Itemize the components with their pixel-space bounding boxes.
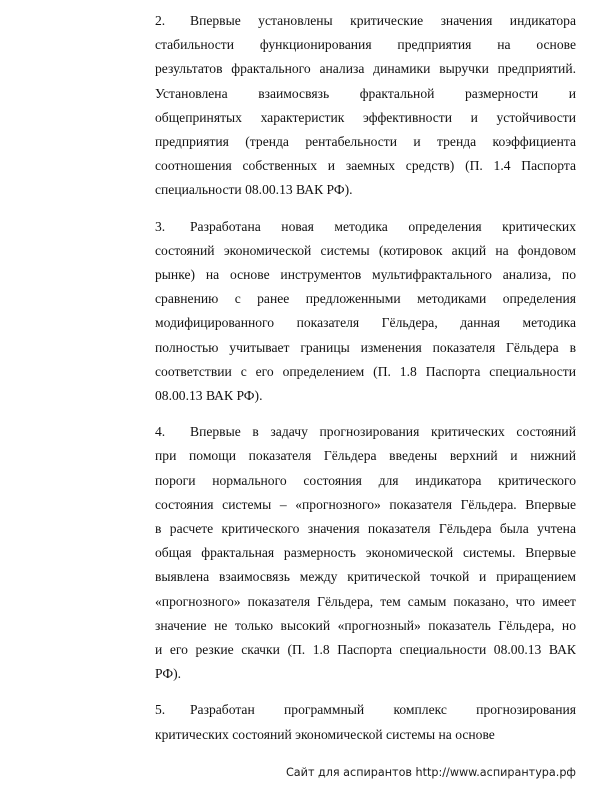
paragraph-line: 08.00.13 ВАК РФ). [155, 388, 263, 404]
paragraph-line: критических состояний экономической системы на основе [155, 726, 495, 742]
paragraph-line: значение не только высокий «прогнозный» показатель Гёльдера, но [155, 617, 576, 633]
paragraph-line: предприятия (тренда рентабельности и тренда коэффициента [155, 134, 576, 150]
footer-watermark [0, 766, 600, 779]
paragraph-line: общепринятых характеристик эффективности и устойчивости [155, 109, 576, 125]
paragraph-line: полностью учитывает границы изменения показателя Гёльдера в [155, 339, 576, 355]
paragraph-number: 5. [155, 702, 166, 718]
paragraph-line [155, 698, 576, 722]
paragraph-line: сравнению с ранее предложенными методиками определения [155, 291, 576, 307]
paragraph-line: стабильности функционирования предприятия на основе [155, 37, 576, 53]
document-body [155, 9, 576, 759]
paragraph-line: общая фрактальная размерность экономической системы. Впервые [155, 545, 576, 561]
paragraph-line: состояний экономической системы (котировок акций на фондовом [155, 242, 576, 258]
paragraph [155, 215, 576, 409]
paragraph-line: «прогнозного» показателя Гёльдера, тем самым показано, что имеет [155, 593, 576, 609]
paragraph [155, 420, 576, 686]
paragraph-line: результатов фрактального анализа динамики выручки предприятий. [155, 61, 576, 77]
paragraph-line: РФ). [155, 666, 181, 682]
paragraph-number: 4. [155, 424, 166, 440]
paragraph-text: Разработана новая методика определения критических [190, 218, 576, 234]
footer-text: Сайт для аспирантов http://www.аспирантура.рф [286, 766, 576, 779]
paragraph-line: при помощи показателя Гёльдера введены верхний и нижний [155, 448, 576, 464]
paragraph-line: соотношения собственных и заемных средств) (П. 1.4 Паспорта [155, 158, 576, 174]
paragraph-line: соответствии с его определением (П. 1.8 Паспорта специальности [155, 363, 576, 379]
paragraph [155, 698, 576, 746]
paragraph-line: выявлена взаимосвязь между критической точкой и приращением [155, 569, 576, 585]
paragraph-line: в расчете критического значения показателя Гёльдера была учтена [155, 521, 576, 537]
paragraph-line: Установлена взаимосвязь фрактальной размерности и [155, 85, 576, 101]
paragraph [155, 9, 576, 203]
paragraph-line: и его резкие скачки (П. 1.8 Паспорта специальности 08.00.13 ВАК [155, 642, 576, 658]
paragraph-line: рынке) на основе инструментов мультифрактального анализа, по [155, 267, 576, 283]
paragraph-line [155, 9, 576, 33]
paragraph-line [155, 215, 576, 239]
paragraph-line: состояния системы – «прогнозного» показателя Гёльдера. Впервые [155, 496, 576, 512]
paragraph-number: 3. [155, 218, 166, 234]
paragraph-text: Впервые установлены критические значения индикатора [190, 13, 576, 28]
paragraph-line: специальности 08.00.13 ВАК РФ). [155, 182, 353, 198]
paragraph-number: 2. [155, 13, 166, 28]
paragraph-line: пороги нормального состояния для индикатора критического [155, 472, 576, 488]
paragraph-text: Разработан программный комплекс прогнозирования [190, 702, 576, 718]
paragraph-line: модифицированного показателя Гёльдера, данная методика [155, 315, 576, 331]
paragraph-line [155, 420, 576, 444]
paragraph-text: Впервые в задачу прогнозирования критических состояний [190, 424, 576, 440]
